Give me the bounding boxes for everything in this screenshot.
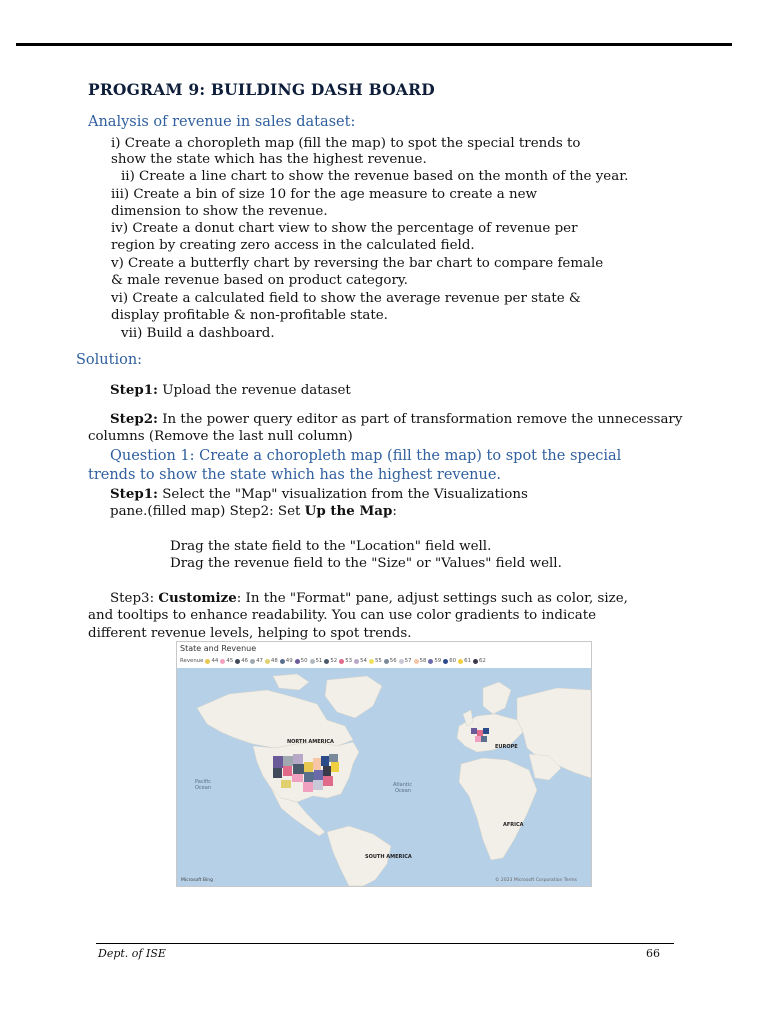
legend-label: 50 xyxy=(300,658,308,664)
task-line: dimension to show the revenue. xyxy=(111,204,328,219)
legend-swatch xyxy=(310,659,315,664)
legend-label: 54 xyxy=(360,658,367,664)
label-atlantic-1: Atlantic xyxy=(393,782,413,788)
world-map[interactable] xyxy=(177,668,591,886)
legend-entry xyxy=(220,658,233,664)
q1-step1-colon: : xyxy=(392,504,397,519)
legend-label: 58 xyxy=(419,658,427,664)
task-line: region by creating zero access in the calculated field. xyxy=(111,238,475,253)
step3-line1 xyxy=(110,590,628,607)
legend-swatch xyxy=(295,659,300,664)
legend-swatch xyxy=(205,659,210,664)
legend-entry xyxy=(265,658,278,664)
footer-rule xyxy=(96,943,674,944)
task-line: display profitable & non-profitable state. xyxy=(111,308,388,323)
legend-entry xyxy=(369,658,382,664)
page-number: 66 xyxy=(646,947,660,960)
legend-entry xyxy=(324,658,337,664)
task-line: v) Create a butterfly chart by reversing the bar chart to compare female xyxy=(111,256,604,271)
legend-swatch xyxy=(339,659,344,664)
step3-pre: Step3: xyxy=(110,591,159,606)
legend-label: 51 xyxy=(315,658,323,664)
map-title: State and Revenue xyxy=(180,644,257,653)
task-line: iii) Create a bin of size 10 for the age measure to create a new xyxy=(111,187,537,202)
label-europe: EUROPE xyxy=(495,744,518,750)
step2-text: In the power query editor as part of transformation remove the unnecessary xyxy=(158,412,683,427)
label-north-america: NORTH AMERICA xyxy=(287,739,334,745)
legend-label: 44 xyxy=(211,658,219,664)
analysis-heading: Analysis of revenue in sales dataset: xyxy=(88,114,356,130)
step2-line-2: columns (Remove the last null column) xyxy=(88,429,353,444)
step3-line2: and tooltips to enhance readability. You can use color gradients to indicate xyxy=(88,608,597,623)
legend-swatch xyxy=(414,659,419,664)
task-line: vii) Build a dashboard. xyxy=(121,326,275,341)
legend-label: 61 xyxy=(464,658,471,664)
step3-bold: Customize xyxy=(158,590,237,606)
legend-label: 48 xyxy=(270,658,278,664)
bing-logo: Microsoft Bing xyxy=(181,878,213,883)
legend-swatch xyxy=(324,659,329,664)
label-south-america: SOUTH AMERICA xyxy=(365,854,412,860)
label-pacific-1: Pacific xyxy=(195,779,211,785)
step1-line xyxy=(110,382,351,399)
legend-swatch xyxy=(220,659,225,664)
legend-swatch xyxy=(265,659,270,664)
step2-line xyxy=(110,411,682,428)
legend-label: 49 xyxy=(285,658,293,664)
legend-entry xyxy=(295,658,308,664)
legend-swatch xyxy=(473,659,478,664)
legend-entry xyxy=(458,658,471,664)
legend-entry xyxy=(384,658,397,664)
q1-step1-line xyxy=(110,486,528,503)
legend-entry xyxy=(414,658,427,664)
legend-entry xyxy=(310,658,323,664)
map-legend xyxy=(180,656,486,666)
step1-label: Step1: xyxy=(110,382,158,398)
drag-line: Drag the state field to the "Location" field well. xyxy=(170,539,492,554)
legend-swatch xyxy=(458,659,463,664)
map-visual[interactable] xyxy=(176,641,592,887)
legend-entry xyxy=(250,658,263,664)
label-africa: AFRICA xyxy=(503,822,524,828)
legend-entry xyxy=(205,658,218,664)
legend-label: 56 xyxy=(389,658,397,664)
task-line: i) Create a choropleth map (fill the map) to spot the special trends to xyxy=(111,136,581,151)
legend-label: 53 xyxy=(345,658,353,664)
legend-swatch xyxy=(250,659,255,664)
task-line: ii) Create a line chart to show the revenue based on the month of the year. xyxy=(121,169,629,184)
legend-swatch xyxy=(280,659,285,664)
legend-label: 55 xyxy=(374,658,382,664)
step3-line3: different revenue levels, helping to spot trends. xyxy=(88,626,412,641)
task-line: show the state which has the highest revenue. xyxy=(111,152,427,167)
legend-swatch xyxy=(369,659,374,664)
legend-entry xyxy=(399,658,412,664)
legend-label: 52 xyxy=(330,658,338,664)
legend-swatch xyxy=(384,659,389,664)
legend-entry xyxy=(235,658,248,664)
legend-label: 62 xyxy=(478,658,486,664)
legend-label: 47 xyxy=(256,658,263,664)
q1-step1-label: Step1: xyxy=(110,486,158,502)
legend-entry xyxy=(280,658,293,664)
step3-text: : In the "Format" pane, adjust settings such as color, size, xyxy=(236,591,628,606)
page-title: PROGRAM 9: BUILDING DASH BOARD xyxy=(88,80,435,99)
top-rule xyxy=(16,43,732,46)
legend-label: 59 xyxy=(434,658,442,664)
q1-step1-text: Select the "Map" visualization from the Visualizations xyxy=(158,487,528,502)
solution-heading: Solution: xyxy=(76,352,143,368)
legend-entry xyxy=(428,658,441,664)
footer-dept: Dept. of ISE xyxy=(98,947,166,960)
legend-label: 45 xyxy=(226,658,234,664)
legend-swatch xyxy=(235,659,240,664)
task-line: vi) Create a calculated field to show the average revenue per state & xyxy=(111,291,581,306)
task-line: & male revenue based on product category. xyxy=(111,273,408,288)
q1-step1-bold: Up the Map xyxy=(304,503,393,519)
legend-swatch xyxy=(399,659,404,664)
step1-text: Upload the revenue dataset xyxy=(158,383,351,398)
legend-label: 46 xyxy=(241,658,249,664)
legend-entry xyxy=(339,658,352,664)
legend-entry xyxy=(354,658,367,664)
map-copyright: © 2023 Microsoft Corporation Terms xyxy=(495,878,577,883)
question1-line2: trends to show the state which has the highest revenue. xyxy=(88,467,502,483)
legend-swatch xyxy=(428,659,433,664)
legend-title: Revenue xyxy=(180,658,204,664)
label-pacific-2: Ocean xyxy=(195,785,211,791)
legend-swatch xyxy=(354,659,359,664)
legend-entry xyxy=(473,658,486,664)
label-atlantic-2: Ocean xyxy=(395,788,411,794)
legend-label: 57 xyxy=(404,658,412,664)
q1-step1-text-2: pane.(filled map) Step2: Set xyxy=(110,504,305,519)
drag-line: Drag the revenue field to the "Size" or "Values" field well. xyxy=(170,556,562,571)
legend-entry xyxy=(443,658,456,664)
legend-label: 60 xyxy=(449,658,457,664)
task-line: iv) Create a donut chart view to show the percentage of revenue per xyxy=(111,221,578,236)
q1-step1-line-2 xyxy=(110,503,397,520)
question1-line1: Question 1: Create a choropleth map (fill the map) to spot the special xyxy=(110,448,622,464)
step2-label: Step2: xyxy=(110,411,158,427)
legend-swatch xyxy=(443,659,448,664)
